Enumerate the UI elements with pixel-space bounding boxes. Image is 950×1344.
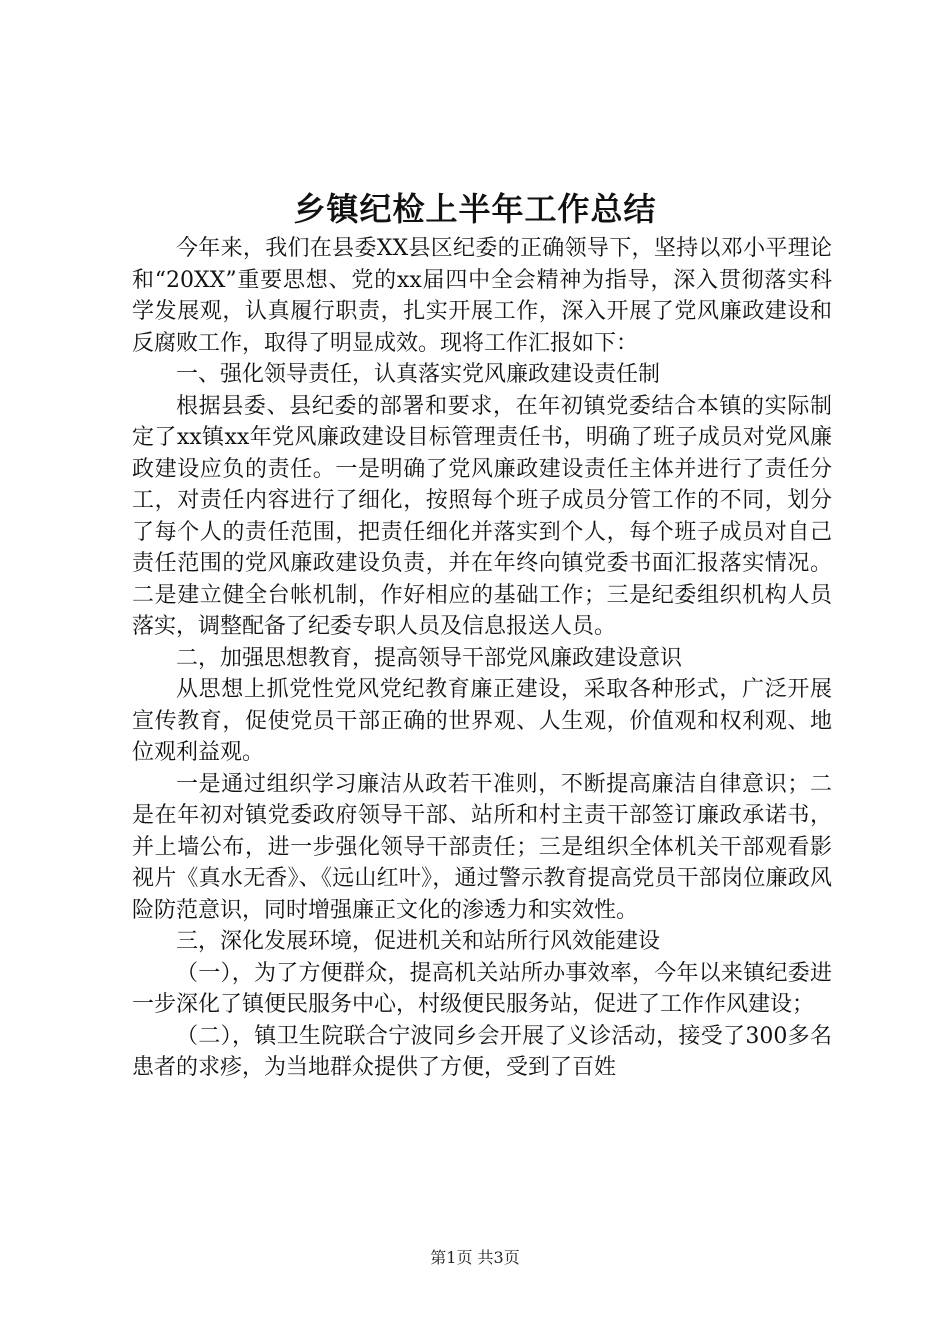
- section-3-item-2: （二），镇卫生院联合宁波同乡会开展了义诊活动，接受了300多名患者的求疹，为当地群众提供了方便，受到了百姓: [132, 1023, 832, 1080]
- document-title: 乡镇纪检上半年工作总结: [293, 190, 657, 228]
- page-number-footer: 第1页 共3页: [430, 1248, 520, 1267]
- section-heading-2: 二，加强思想教育，提高领导干部党风廉政建设意识: [176, 645, 683, 671]
- section-heading-3: 三，深化发展环境，促进机关和站所行风效能建设: [176, 929, 661, 954]
- section-3-item-1: （一），为了方便群众，提高机关站所办事效率，今年以来镇纪委进一步深化了镇便民服务中心，村级便民服务站，促进了工作作风建设；: [132, 960, 832, 1017]
- section-2-paragraph-2: 一是通过组织学习廉洁从政若干准则，不断提高廉洁自律意识；二是在年初对镇党委政府领导干部、站所和村主责干部签订廉政承诺书，并上墙公布，进一步强化领导干部责任；三是组织全体机关干部观看影视片《真水无香》、《远山红叶》，通过警示教育提高党员干部岗位廉政风险防范意识，同时增强廉正文化的渗透力和实效性。: [132, 771, 832, 923]
- intro-paragraph: 今年来，我们在县委XX县区纪委的正确领导下，坚持以邓小平理论和“20XX”重要思想、党的xx届四中全会精神为指导，深入贯彻落实科学发展观，认真履行职责，扎实开展工作，深入开展了党风廉政建设和反腐败工作，取得了明显成效。现将工作汇报如下：: [132, 236, 832, 356]
- section-1-paragraph: 根据县委、县纪委的部署和要求，在年初镇党委结合本镇的实际制定了xx镇xx年党风廉政建设目标管理责任书，明确了班子成员对党风廉政建设应负的责任。一是明确了党风廉政建设责任主体并进行了责任分工，对责任内容进行了细化，按照每个班子成员分管工作的不同，划分了每个人的责任范围，把责任细化并落实到个人，每个班子成员对自己责任范围的党风廉政建设负责，并在年终向镇党委书面汇报落实情况。二是建立健全台帐机制，作好相应的基础工作；三是纪委组织机构人员落实，调整配备了纪委专职人员及信息报送人员。: [132, 393, 832, 639]
- section-2-paragraph-1: 从思想上抓党性党风党纪教育廉正建设，采取各种形式，广泛开展宣传教育，促使党员干部正确的世界观、人生观，价值观和权利观、地位观利益观。: [132, 677, 832, 765]
- section-heading-1: 一、强化领导责任，认真落实党风廉政建设责任制: [176, 362, 661, 387]
- document-body: [132, 233, 832, 1084]
